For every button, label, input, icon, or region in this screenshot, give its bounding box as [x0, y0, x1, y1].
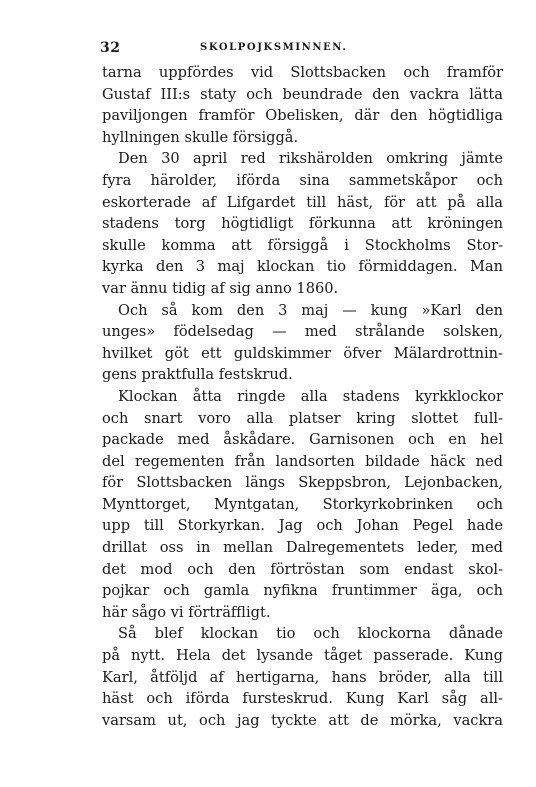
text-line: Så blef klockan tio och klockorna dånade [118, 625, 503, 643]
text-line: kyrka den 3 maj klockan tio förmiddagen. Man [102, 258, 503, 276]
text-line: packade med åskådare. Garnisonen och en hel [102, 431, 503, 449]
text-line: skulle komma att försiggå i Stockholms Stor- [102, 236, 503, 254]
body-text [102, 62, 503, 731]
text-line: och snart voro alla platser kring slottet full- [102, 409, 503, 427]
text-line: pojkar och gamla nyfikna fruntimmer äga, och [102, 582, 503, 600]
text-line: del regementen från landsorten bildade häck ned [102, 452, 503, 470]
text-line: tarna uppfördes vid Slottsbacken och framför [102, 64, 503, 81]
text-line: fyra härolder, iförda sina sammetskåpor och [102, 171, 503, 189]
text-line: var ännu tidig af sig anno 1860. [102, 279, 339, 297]
text-line: för Slottsbacken längs Skeppsbron, Lejonbacken, [102, 474, 503, 492]
text-line: Och så kom den 3 maj — kung »Karl den [118, 301, 503, 319]
text-line: här sågo vi förträffligt. [102, 603, 271, 621]
text-line: varsam ut, och jag tyckte att de mörka, vackra [102, 711, 503, 729]
text-line: Karl, åtföljd af hertigarna, hans bröder, alla till [102, 668, 503, 686]
text-line: unges» födelsedag — med strålande solsken, [102, 323, 503, 341]
text-line: eskorterade af Lifgardet till häst, för att på alla [102, 193, 503, 211]
text-line: häst och iförda fursteskrud. Kung Karl såg all- [102, 690, 503, 708]
text-line: hyllningen skulle försiggå. [102, 128, 299, 146]
text-line: Gustaf III:s staty och beundrade den vackra lätta [102, 85, 503, 103]
text-line: det mod och den förtröstan som endast skol- [102, 560, 503, 578]
text-line: drillat oss in mellan Dalregementets leder, med [102, 539, 503, 557]
text-line: upp till Storkyrkan. Jag och Johan Pegel hade [102, 517, 503, 535]
text-line: på nytt. Hela det lysande tåget passerade. Kung [102, 647, 503, 665]
text-line: stadens torg högtidligt förkunna att kröningen [102, 215, 503, 233]
text-line: gens praktfulla festskrud. [102, 366, 293, 384]
page-number: 32 [100, 40, 121, 56]
text-line: Den 30 april red rikshärolden omkring jämte [118, 150, 503, 168]
running-head: SKOLPOJKSMINNEN. [200, 42, 348, 53]
text-line: Klockan åtta ringde alla stadens kyrkklockor [118, 387, 503, 405]
text-line: hvilket göt ett guldskimmer öfver Mälardrottnin- [102, 344, 503, 362]
text-line: paviljongen framför Obelisken, där den högtidliga [102, 107, 503, 125]
page-header [100, 40, 450, 60]
text-line: Mynttorget, Myntgatan, Storkyrkobrinken och [102, 495, 503, 513]
